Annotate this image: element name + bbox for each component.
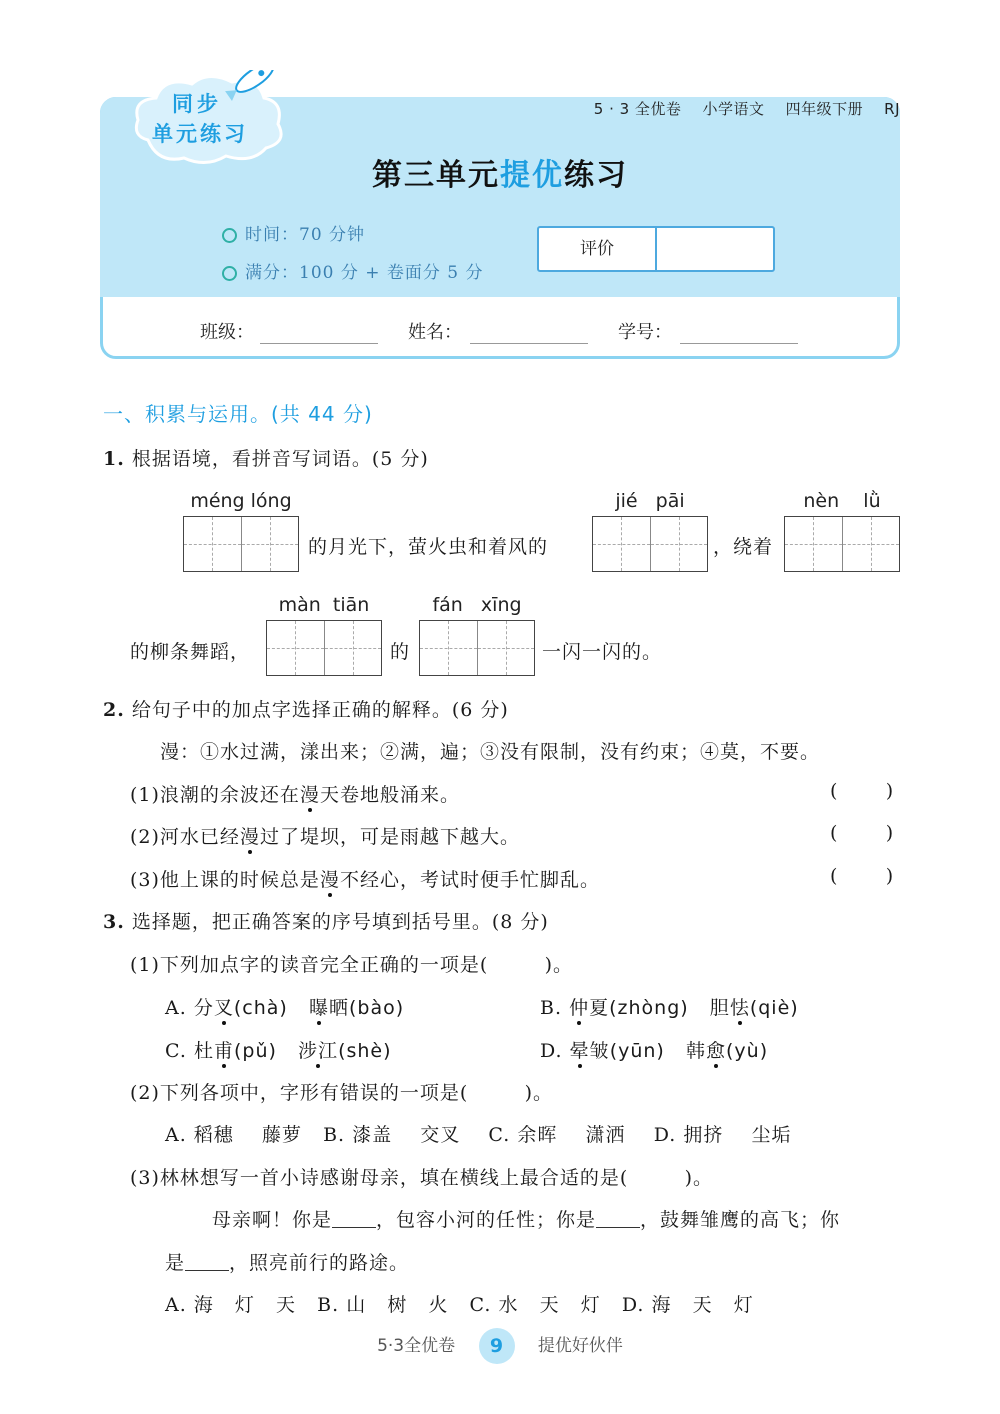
answer-box-3[interactable] xyxy=(784,516,900,572)
question-1 xyxy=(103,444,429,471)
option-letter: A. xyxy=(165,997,187,1019)
question-text: 给句子中的加点字选择正确的解释。(6 分) xyxy=(131,699,509,721)
poem-text: ，包容小河的任性；你是 xyxy=(376,1209,597,1231)
q3-sub3-options: A. 海 灯 天 B. 山 树 火 C. 水 天 灯 D. 海 天 灯 xyxy=(165,1294,754,1316)
option-char: 夏 xyxy=(589,997,610,1019)
page-title xyxy=(0,150,1000,194)
dotted-char: 晕 xyxy=(569,1040,590,1062)
question-text: 选择题，把正确答案的序号填到括号里。(8 分) xyxy=(131,911,549,933)
check-icon xyxy=(222,266,237,281)
score-text: 满分：100 分 + 卷面分 5 分 xyxy=(245,263,484,283)
option-pinyin: (zhòng) xyxy=(609,997,689,1019)
poem-text: 母亲啊！你是 xyxy=(212,1209,333,1231)
q2-item-1 xyxy=(130,780,460,807)
option-char: 分 xyxy=(193,997,214,1019)
dotted-char: 漫 xyxy=(319,869,340,891)
sentence-part-4: 的 xyxy=(390,641,411,663)
section-heading: 一、积累与运用。(共 44 分) xyxy=(103,402,373,426)
class-label: 班级： xyxy=(200,322,254,343)
item-text: (2)河水已经 xyxy=(130,826,240,848)
answer-box-4[interactable] xyxy=(266,620,382,676)
option-pinyin: (pǔ) xyxy=(233,1040,277,1062)
page-footer xyxy=(0,1328,1000,1364)
q2-item-2 xyxy=(130,822,520,849)
option-letter: C. xyxy=(165,1040,187,1062)
q3-sub2: (2)下列各项中，字形有错误的一项是( )。 xyxy=(130,1082,554,1104)
option-pinyin: (yù) xyxy=(726,1040,769,1062)
title-highlight: 提优 xyxy=(500,158,564,193)
name-field[interactable] xyxy=(470,342,588,344)
dotted-char: 愈 xyxy=(705,1040,726,1062)
question-2 xyxy=(103,695,509,722)
option-char: 胆 xyxy=(709,997,730,1019)
question-number: 3. xyxy=(103,911,125,933)
dotted-char: 怯 xyxy=(729,997,750,1019)
item-text: 过了堤坝，可是雨越下越大。 xyxy=(259,826,520,848)
pinyin-5: fán xīng xyxy=(432,594,522,616)
sentence-part-3: 的柳条舞蹈， xyxy=(130,641,251,663)
item-text: 天卷地般涌来。 xyxy=(319,784,460,806)
dotted-char: 叉 xyxy=(213,997,234,1019)
pinyin-1: méng lóng xyxy=(190,490,292,512)
question-text: 根据语境，看拼音写词语。(5 分) xyxy=(131,448,429,470)
footer-left: 5·3全优卷 xyxy=(377,1336,456,1356)
class-field[interactable] xyxy=(260,342,378,344)
poem-blank-3[interactable] xyxy=(185,1269,229,1271)
dotted-char: 漫 xyxy=(299,784,320,806)
answer-paren-3[interactable]: ( ) xyxy=(830,865,894,887)
option-c xyxy=(165,1036,392,1063)
option-d xyxy=(540,1036,768,1063)
option-letter: B. xyxy=(540,997,563,1019)
sentence-part-1: 的月光下，萤火虫和着风的 xyxy=(308,536,549,558)
id-label: 学号： xyxy=(618,322,672,343)
option-pinyin: (chà) xyxy=(233,997,288,1019)
poem-text: ，照亮前行的路途。 xyxy=(229,1252,410,1274)
id-field[interactable] xyxy=(680,342,798,344)
q3-sub3: (3)林林想写一首小诗感谢母亲，填在横线上最合适的是( )。 xyxy=(130,1167,714,1189)
option-pinyin: (bào) xyxy=(348,997,405,1019)
time-info xyxy=(222,220,365,245)
poem-line-1 xyxy=(212,1205,840,1232)
series-info: 5 · 3 全优卷 小学语文 四年级下册 RJ xyxy=(593,100,900,118)
answer-paren-2[interactable]: ( ) xyxy=(830,822,894,844)
pinyin-3: nèn lǜ xyxy=(803,490,881,512)
option-char: 晒 xyxy=(328,997,349,1019)
option-pinyin: (shè) xyxy=(338,1040,392,1062)
item-text: 不经心，考试时便手忙脚乱。 xyxy=(339,869,600,891)
dotted-char: 仲 xyxy=(569,997,590,1019)
question-3 xyxy=(103,907,549,934)
option-char: 韩 xyxy=(685,1040,706,1062)
item-text: (1)浪潮的余波还在 xyxy=(130,784,300,806)
poem-text: ，鼓舞雏鹰的高飞；你 xyxy=(640,1209,841,1231)
clock-icon xyxy=(222,228,237,243)
question-number: 2. xyxy=(103,699,125,721)
pinyin-2: jié pāi xyxy=(615,490,685,512)
answer-box-2[interactable] xyxy=(592,516,708,572)
pinyin-4: màn tiān xyxy=(278,594,370,616)
evaluation-box xyxy=(537,226,775,272)
page-number: 9 xyxy=(479,1328,515,1364)
option-char: 皱 xyxy=(589,1040,610,1062)
q3-sub1: (1)下列加点字的读音完全正确的一项是( )。 xyxy=(130,954,574,976)
dotted-char: 涉江 xyxy=(298,1040,339,1062)
score-info xyxy=(222,258,484,283)
option-pinyin: (yūn) xyxy=(609,1040,665,1062)
answer-box-1[interactable] xyxy=(183,516,299,572)
title-pre: 第三单元 xyxy=(372,158,500,193)
poem-line-2 xyxy=(165,1248,409,1275)
q3-sub2-options: A. 稻穗 藤萝 B. 漆盖 交叉 C. 余晖 潇洒 D. 拥挤 尘垢 xyxy=(165,1124,792,1146)
evaluation-label: 评价 xyxy=(539,228,657,270)
option-a xyxy=(165,993,404,1020)
answer-paren-1[interactable]: ( ) xyxy=(830,780,894,802)
question-number: 1. xyxy=(103,448,125,470)
definitions: 漫：①水过满，漾出来；②满，遍；③没有限制，没有约束；④莫，不要。 xyxy=(160,741,821,763)
poem-text: 是 xyxy=(165,1252,186,1274)
name-label: 姓名： xyxy=(408,322,462,343)
sentence-part-2: ，绕着 xyxy=(713,536,774,558)
dotted-char: 漫 xyxy=(239,826,260,848)
footer-right: 提优好伙伴 xyxy=(537,1336,623,1356)
title-post: 练习 xyxy=(564,158,628,193)
answer-box-5[interactable] xyxy=(419,620,535,676)
item-text: (3)他上课的时候总是 xyxy=(130,869,320,891)
poem-blank-1[interactable] xyxy=(332,1226,376,1228)
dotted-char: 曝 xyxy=(308,997,329,1019)
dotted-char: 甫 xyxy=(213,1040,234,1062)
time-text: 时间：70 分钟 xyxy=(245,225,366,245)
badge-line-1: 同步 xyxy=(172,92,222,116)
q2-item-3 xyxy=(130,865,600,892)
badge-line-2: 单元练习 xyxy=(152,122,248,146)
option-b xyxy=(540,993,799,1020)
option-letter: D. xyxy=(540,1040,563,1062)
sentence-part-5: 一闪一闪的。 xyxy=(542,641,663,663)
poem-blank-2[interactable] xyxy=(596,1226,640,1228)
option-char: 杜 xyxy=(193,1040,214,1062)
option-pinyin: (qiè) xyxy=(749,997,799,1019)
